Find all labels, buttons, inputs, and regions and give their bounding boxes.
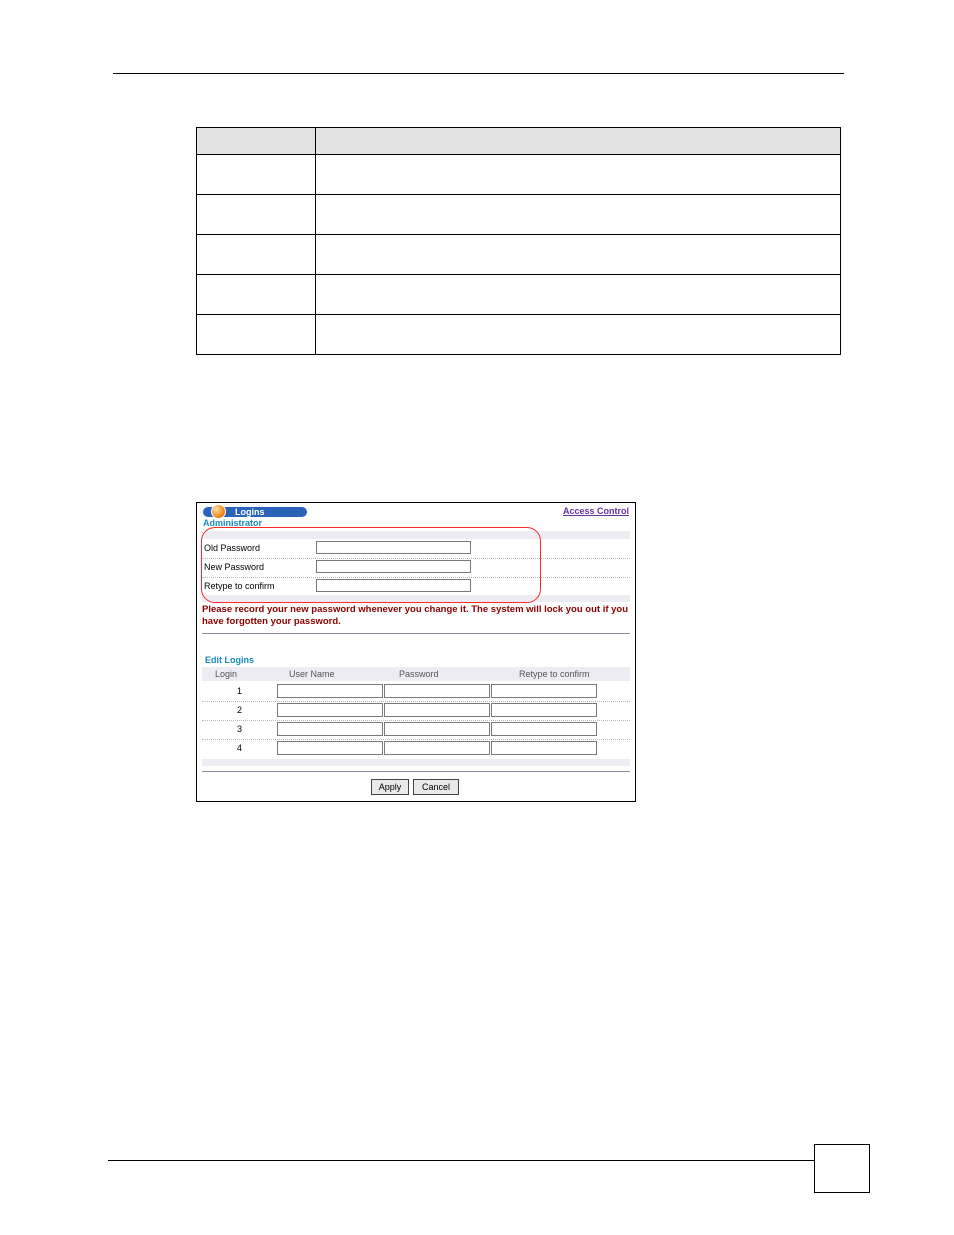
logins-screenshot bbox=[196, 502, 636, 802]
apply-button[interactable]: Apply bbox=[371, 779, 409, 795]
row-divider bbox=[202, 739, 630, 740]
table-cell bbox=[316, 315, 841, 355]
table-cell bbox=[316, 235, 841, 275]
table-cell bbox=[316, 155, 841, 195]
old-password-input[interactable] bbox=[316, 541, 471, 554]
user-name-input[interactable] bbox=[277, 703, 383, 717]
user-name-column-header: User Name bbox=[289, 669, 335, 679]
table-row bbox=[197, 235, 841, 275]
retype-input[interactable] bbox=[491, 684, 597, 698]
table-header-row bbox=[197, 128, 841, 155]
page-number-box bbox=[814, 1144, 870, 1193]
retype-input[interactable] bbox=[491, 722, 597, 736]
password-input[interactable] bbox=[384, 741, 490, 755]
access-control-link[interactable]: Access Control bbox=[562, 506, 629, 516]
table-row bbox=[197, 155, 841, 195]
password-input[interactable] bbox=[384, 722, 490, 736]
screen-title: Logins bbox=[235, 507, 265, 517]
table-cell bbox=[197, 195, 316, 235]
user-name-input[interactable] bbox=[277, 684, 383, 698]
header-rule bbox=[113, 73, 844, 74]
password-column-header: Password bbox=[399, 669, 439, 679]
password-input[interactable] bbox=[384, 684, 490, 698]
row-divider bbox=[202, 558, 630, 559]
retype-password-label: Retype to confirm bbox=[204, 581, 275, 591]
row-divider bbox=[202, 701, 630, 702]
user-name-input[interactable] bbox=[277, 722, 383, 736]
password-input[interactable] bbox=[384, 703, 490, 717]
table-row bbox=[197, 275, 841, 315]
parameter-table bbox=[196, 127, 841, 355]
table-cell bbox=[197, 315, 316, 355]
table-cell bbox=[316, 275, 841, 315]
login-number: 2 bbox=[237, 705, 243, 715]
login-column-header: Login bbox=[215, 669, 238, 679]
retype-password-input[interactable] bbox=[316, 579, 471, 592]
new-password-input[interactable] bbox=[316, 560, 471, 573]
grid-footer-band bbox=[202, 759, 630, 766]
old-password-label: Old Password bbox=[204, 543, 261, 553]
section-separator bbox=[202, 771, 630, 772]
user-name-input[interactable] bbox=[277, 741, 383, 755]
table-header-cell bbox=[316, 128, 841, 155]
edit-logins-heading: Edit Logins bbox=[205, 655, 254, 665]
retype-input[interactable] bbox=[491, 703, 597, 717]
cancel-button[interactable]: Cancel bbox=[413, 779, 459, 795]
new-password-label: New Password bbox=[204, 562, 265, 572]
section-separator bbox=[202, 633, 630, 634]
table-cell bbox=[197, 235, 316, 275]
section-band bbox=[202, 531, 630, 539]
retype-input[interactable] bbox=[491, 741, 597, 755]
section-band bbox=[202, 595, 630, 602]
administrator-heading: Administrator bbox=[203, 518, 263, 528]
table-row bbox=[197, 195, 841, 235]
retype-column-header: Retype to confirm bbox=[519, 669, 590, 679]
orange-ball-icon bbox=[211, 504, 226, 519]
password-warning: Please record your new password whenever you change it. The system will lock you out if you have forgotten your password. bbox=[202, 604, 629, 627]
row-divider bbox=[202, 720, 630, 721]
table-cell bbox=[197, 155, 316, 195]
table-cell bbox=[197, 275, 316, 315]
row-divider bbox=[202, 577, 630, 578]
table-row bbox=[197, 315, 841, 355]
login-number: 4 bbox=[237, 743, 243, 753]
login-number: 1 bbox=[237, 686, 243, 696]
table-header-cell bbox=[197, 128, 316, 155]
login-number: 3 bbox=[237, 724, 243, 734]
table-cell bbox=[316, 195, 841, 235]
footer-rule bbox=[108, 1160, 814, 1161]
